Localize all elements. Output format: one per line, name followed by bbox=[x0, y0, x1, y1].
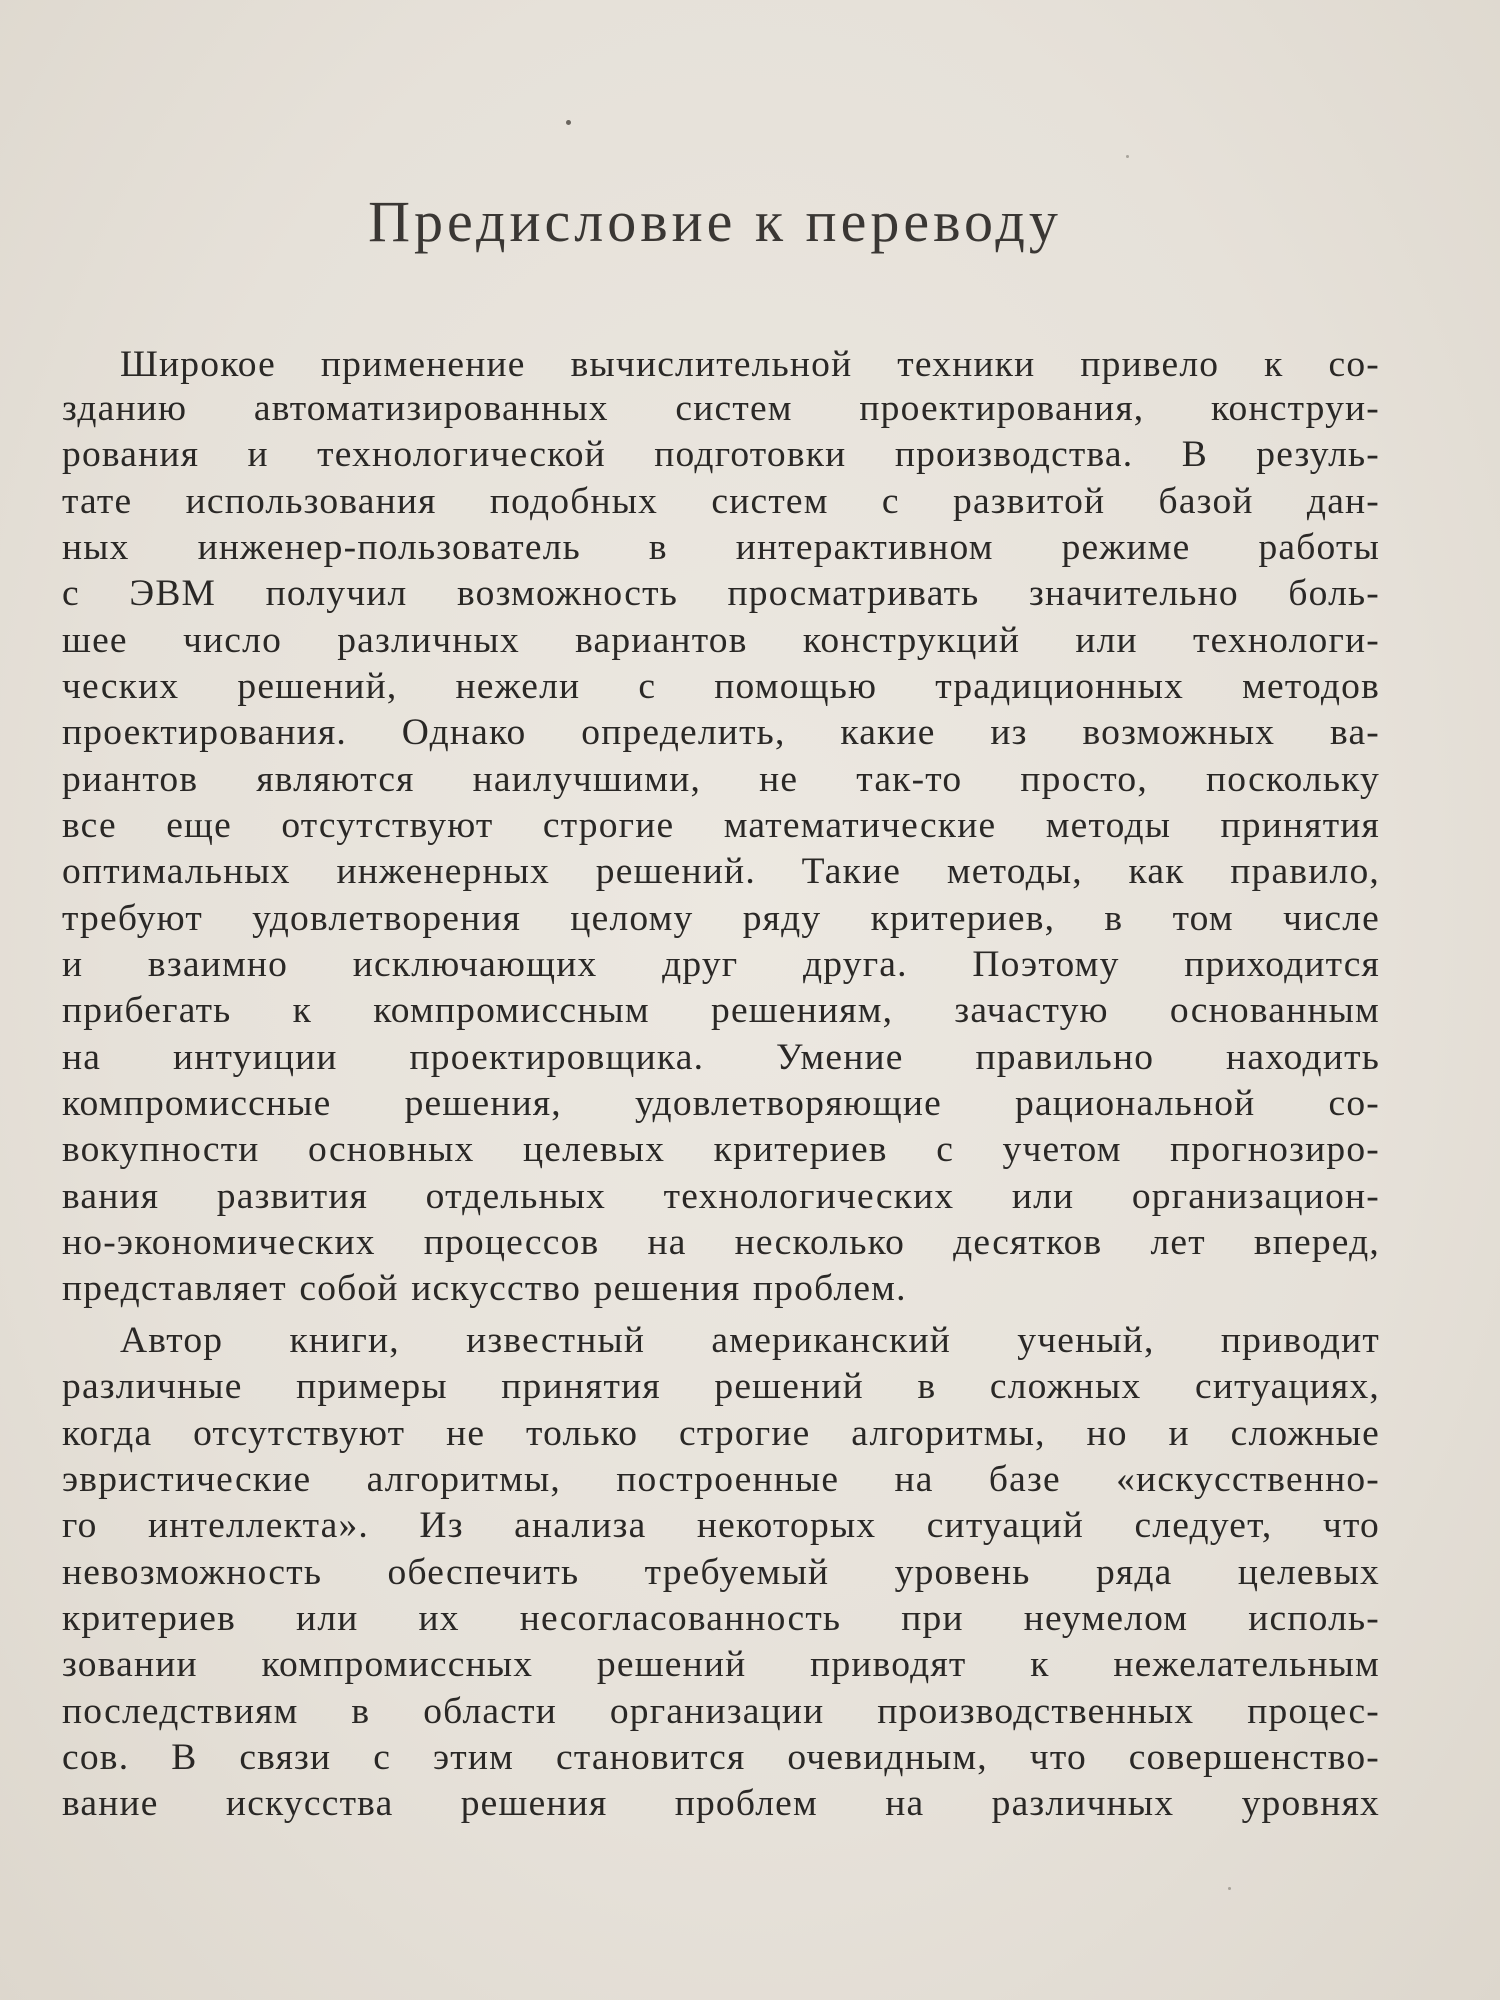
text-line: шее число различных вариантов конструкций или технологи- bbox=[62, 620, 1380, 661]
text-line: тате использования подобных систем с развитой базой дан- bbox=[62, 481, 1380, 522]
text-line: требуют удовлетворения целому ряду критериев, в том числе bbox=[62, 898, 1380, 939]
text-line: вание искусства решения проблем на различных уровнях bbox=[62, 1783, 1380, 1824]
paper-speck bbox=[1228, 1887, 1231, 1890]
text-line: компромиссные решения, удовлетворяющие рациональной со- bbox=[62, 1083, 1380, 1124]
text-line: зовании компромиссных решений приводят к нежелательным bbox=[62, 1644, 1380, 1685]
text-line: представляет собой искусство решения проблем. bbox=[62, 1268, 907, 1309]
text-line: оптимальных инженерных решений. Такие методы, как правило, bbox=[62, 851, 1380, 892]
text-line: когда отсутствуют не только строгие алгоритмы, но и сложные bbox=[62, 1413, 1380, 1454]
text-line: зданию автоматизированных систем проектирования, конструи- bbox=[62, 388, 1380, 429]
text-line: риантов являются наилучшими, не так-то просто, поскольку bbox=[62, 759, 1380, 800]
chapter-heading: Предисловие к переводу bbox=[368, 189, 1062, 254]
text-line: прибегать к компромиссным решениям, зачастую основанным bbox=[62, 990, 1380, 1031]
paper-speck bbox=[1126, 155, 1129, 158]
text-line: все еще отсутствуют строгие математические методы принятия bbox=[62, 805, 1380, 846]
text-line: проектирования. Однако определить, какие из возможных ва- bbox=[62, 712, 1380, 753]
text-line: на интуиции проектировщика. Умение правильно находить bbox=[62, 1037, 1380, 1078]
text-line: но-экономических процессов на несколько десятков лет вперед, bbox=[62, 1222, 1380, 1263]
text-line: Автор книги, известный американский ученый, приводит bbox=[120, 1320, 1380, 1361]
text-line: и взаимно исключающих друг друга. Поэтому приходится bbox=[62, 944, 1380, 985]
text-line: различные примеры принятия решений в сложных ситуациях, bbox=[62, 1366, 1380, 1407]
text-line: го интеллекта». Из анализа некоторых ситуаций следует, что bbox=[62, 1505, 1380, 1546]
text-line: с ЭВМ получил возможность просматривать значительно боль- bbox=[62, 573, 1380, 614]
text-line: вокупности основных целевых критериев с учетом прогнозиро- bbox=[62, 1129, 1380, 1170]
text-line: ных инженер-пользователь в интерактивном режиме работы bbox=[62, 527, 1380, 568]
text-line: последствиям в области организации производственных процес- bbox=[62, 1691, 1380, 1732]
text-line: рования и технологической подготовки производства. В резуль- bbox=[62, 434, 1380, 475]
text-line: эвристические алгоритмы, построенные на базе «искусственно- bbox=[62, 1459, 1380, 1500]
text-line: Широкое применение вычислительной техники привело к со- bbox=[120, 344, 1380, 385]
text-line: критериев или их несогласованность при неумелом исполь- bbox=[62, 1598, 1380, 1639]
text-line: вания развития отдельных технологических или организацион- bbox=[62, 1176, 1380, 1217]
text-line: ческих решений, нежели с помощью традиционных методов bbox=[62, 666, 1380, 707]
text-line: сов. В связи с этим становится очевидным, что совершенство- bbox=[62, 1737, 1380, 1778]
text-line: невозможность обеспечить требуемый уровень ряда целевых bbox=[62, 1552, 1380, 1593]
paper-speck bbox=[566, 120, 571, 125]
